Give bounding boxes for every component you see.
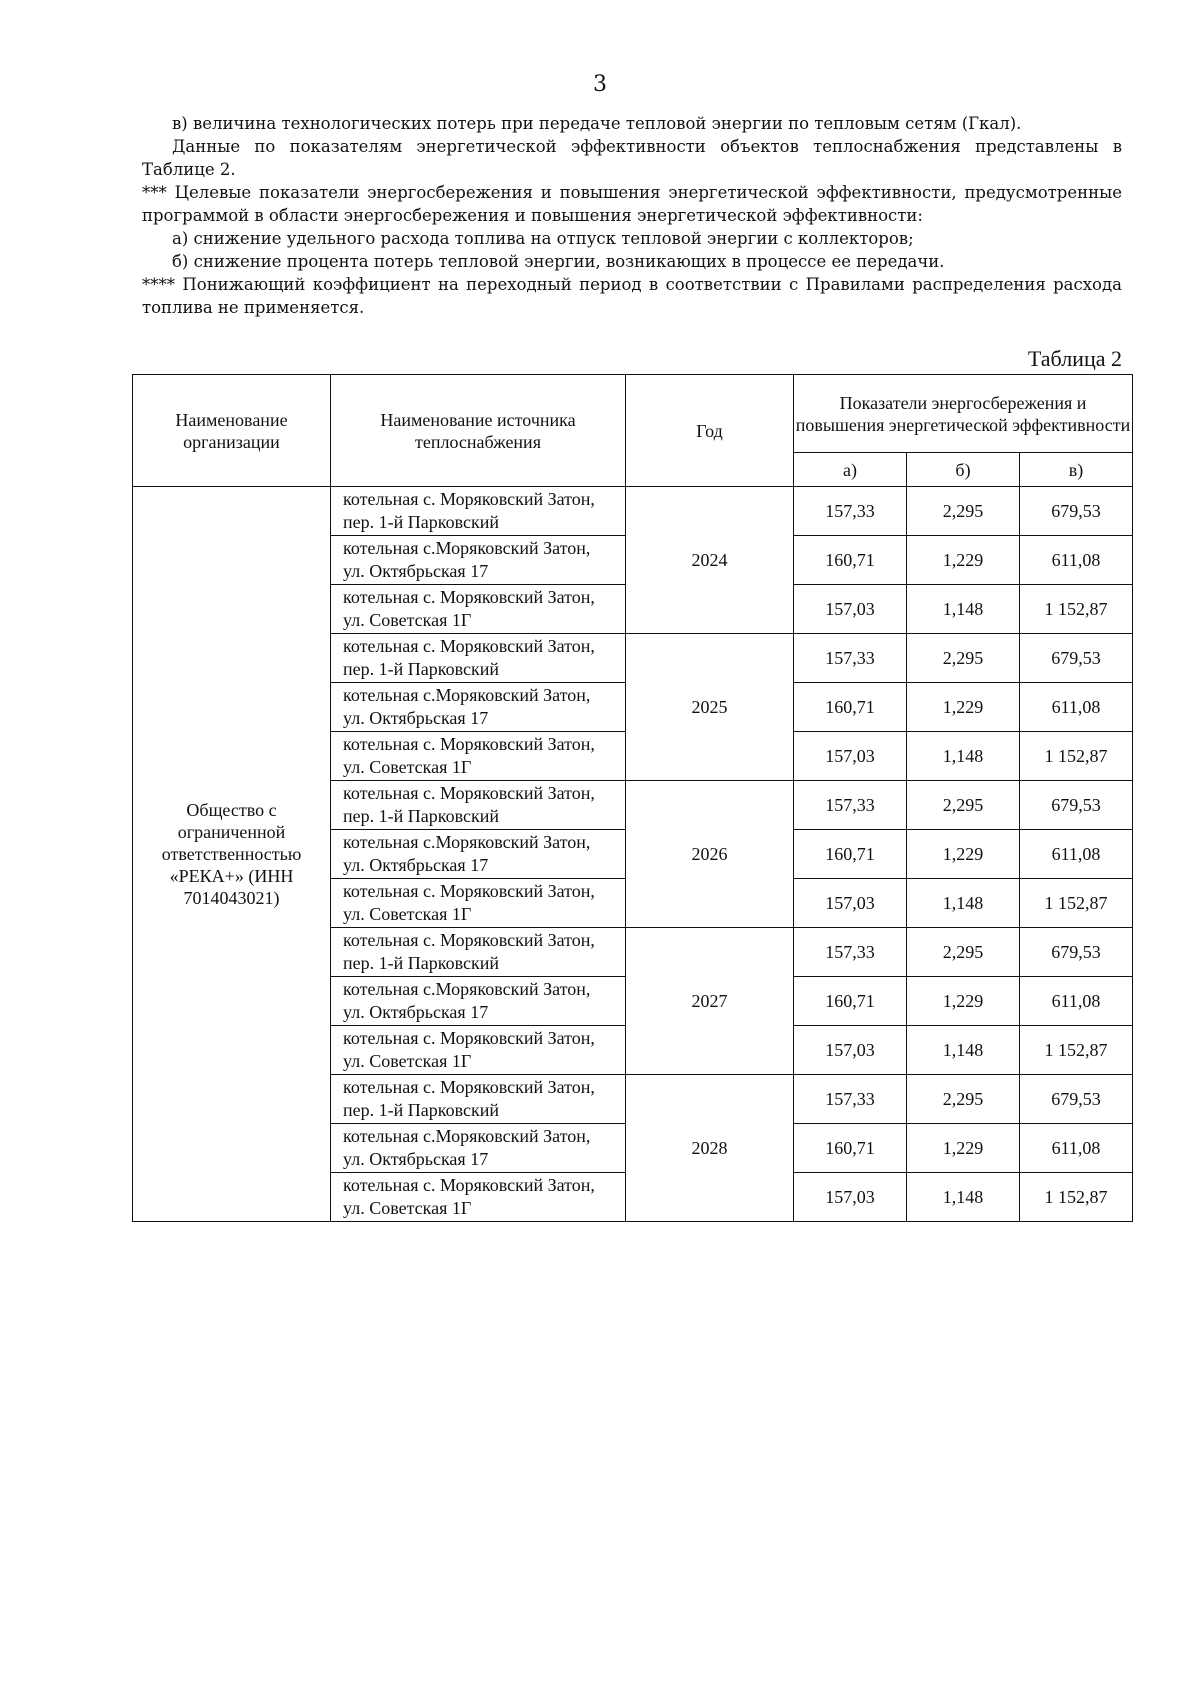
value-b-cell: 1,148 xyxy=(907,879,1020,928)
paragraph: а) снижение удельного расхода топлива на отпуск тепловой энергии с коллекторов; xyxy=(172,229,914,248)
source-cell: котельная с. Моряковский Затон, ул. Советская 1Г xyxy=(331,1026,626,1075)
efficiency-table xyxy=(132,374,1133,1222)
value-c-cell: 679,53 xyxy=(1020,1075,1133,1124)
year-cell: 2025 xyxy=(626,634,794,781)
source-cell: котельная с. Моряковский Затон, ул. Советская 1Г xyxy=(331,732,626,781)
value-b-cell: 2,295 xyxy=(907,1075,1020,1124)
value-c-cell: 1 152,87 xyxy=(1020,732,1133,781)
footnote: *** Целевые показатели энергосбережения и повышения энергетической эффективности, предусмотренные программой в области энергосбережения и повышения энергетической эффективности: xyxy=(142,183,1122,225)
value-a-cell: 160,71 xyxy=(794,830,907,879)
source-cell: котельная с.Моряковский Затон, ул. Октябрьская 17 xyxy=(331,977,626,1026)
value-a-cell: 157,03 xyxy=(794,732,907,781)
source-cell: котельная с. Моряковский Затон, пер. 1-й Парковский xyxy=(331,487,626,536)
value-a-cell: 160,71 xyxy=(794,1124,907,1173)
header-indicators: Показатели энергосбережения и повышения энергетической эффективности xyxy=(794,375,1133,453)
value-b-cell: 1,229 xyxy=(907,830,1020,879)
year-cell: 2026 xyxy=(626,781,794,928)
source-cell: котельная с.Моряковский Затон, ул. Октябрьская 17 xyxy=(331,1124,626,1173)
intro-text xyxy=(142,112,1122,319)
footnote: **** Понижающий коэффициент на переходный период в соответствии с Правилами распределения расхода топлива не применяется. xyxy=(142,275,1122,317)
value-c-cell: 679,53 xyxy=(1020,634,1133,683)
value-b-cell: 1,148 xyxy=(907,1173,1020,1222)
value-c-cell: 611,08 xyxy=(1020,977,1133,1026)
header-sub-a: а) xyxy=(794,453,907,487)
value-a-cell: 157,33 xyxy=(794,487,907,536)
value-a-cell: 157,03 xyxy=(794,1173,907,1222)
header-sub-c: в) xyxy=(1020,453,1133,487)
value-a-cell: 160,71 xyxy=(794,977,907,1026)
value-b-cell: 1,229 xyxy=(907,536,1020,585)
table-row xyxy=(133,487,1133,536)
value-b-cell: 1,229 xyxy=(907,1124,1020,1173)
source-cell: котельная с. Моряковский Затон, пер. 1-й Парковский xyxy=(331,781,626,830)
value-c-cell: 611,08 xyxy=(1020,830,1133,879)
header-source: Наименование источника теплоснабжения xyxy=(331,375,626,487)
value-c-cell: 679,53 xyxy=(1020,928,1133,977)
source-cell: котельная с.Моряковский Затон, ул. Октябрьская 17 xyxy=(331,536,626,585)
value-a-cell: 160,71 xyxy=(794,683,907,732)
table-body xyxy=(133,487,1133,1222)
year-cell: 2028 xyxy=(626,1075,794,1222)
header-organization: Наименование организации xyxy=(133,375,331,487)
value-b-cell: 2,295 xyxy=(907,781,1020,830)
value-a-cell: 157,33 xyxy=(794,1075,907,1124)
value-c-cell: 1 152,87 xyxy=(1020,1026,1133,1075)
source-cell: котельная с. Моряковский Затон, ул. Советская 1Г xyxy=(331,585,626,634)
value-a-cell: 157,33 xyxy=(794,634,907,683)
organization-cell: Общество с ограниченной ответственностью «РЕКА+» (ИНН 7014043021) xyxy=(133,487,331,1222)
value-b-cell: 1,229 xyxy=(907,977,1020,1026)
header-sub-b: б) xyxy=(907,453,1020,487)
value-b-cell: 2,295 xyxy=(907,487,1020,536)
value-c-cell: 611,08 xyxy=(1020,1124,1133,1173)
source-cell: котельная с. Моряковский Затон, ул. Советская 1Г xyxy=(331,879,626,928)
value-a-cell: 160,71 xyxy=(794,536,907,585)
table-caption: Таблица 2 xyxy=(1027,346,1122,371)
value-c-cell: 679,53 xyxy=(1020,487,1133,536)
value-b-cell: 1,148 xyxy=(907,585,1020,634)
value-a-cell: 157,33 xyxy=(794,781,907,830)
value-b-cell: 1,148 xyxy=(907,732,1020,781)
value-b-cell: 2,295 xyxy=(907,634,1020,683)
source-cell: котельная с. Моряковский Затон, ул. Советская 1Г xyxy=(331,1173,626,1222)
source-cell: котельная с.Моряковский Затон, ул. Октябрьская 17 xyxy=(331,830,626,879)
value-c-cell: 611,08 xyxy=(1020,536,1133,585)
header-year: Год xyxy=(626,375,794,487)
value-c-cell: 611,08 xyxy=(1020,683,1133,732)
year-cell: 2024 xyxy=(626,487,794,634)
source-cell: котельная с. Моряковский Затон, пер. 1-й Парковский xyxy=(331,1075,626,1124)
paragraph: б) снижение процента потерь тепловой энергии, возникающих в процессе ее передачи. xyxy=(172,252,945,271)
year-cell: 2027 xyxy=(626,928,794,1075)
source-cell: котельная с. Моряковский Затон, пер. 1-й Парковский xyxy=(331,928,626,977)
value-a-cell: 157,33 xyxy=(794,928,907,977)
value-b-cell: 1,229 xyxy=(907,683,1020,732)
paragraph: Данные по показателям энергетической эффективности объектов теплоснабжения представлены в Таблице 2. xyxy=(142,137,1122,179)
value-a-cell: 157,03 xyxy=(794,879,907,928)
source-cell: котельная с. Моряковский Затон, пер. 1-й Парковский xyxy=(331,634,626,683)
page-number: 3 xyxy=(593,72,607,97)
value-a-cell: 157,03 xyxy=(794,585,907,634)
value-b-cell: 1,148 xyxy=(907,1026,1020,1075)
value-c-cell: 1 152,87 xyxy=(1020,879,1133,928)
value-a-cell: 157,03 xyxy=(794,1026,907,1075)
value-b-cell: 2,295 xyxy=(907,928,1020,977)
value-c-cell: 1 152,87 xyxy=(1020,1173,1133,1222)
value-c-cell: 679,53 xyxy=(1020,781,1133,830)
paragraph: в) величина технологических потерь при передаче тепловой энергии по тепловым сетям (Гкал). xyxy=(172,114,1022,133)
source-cell: котельная с.Моряковский Затон, ул. Октябрьская 17 xyxy=(331,683,626,732)
value-c-cell: 1 152,87 xyxy=(1020,585,1133,634)
